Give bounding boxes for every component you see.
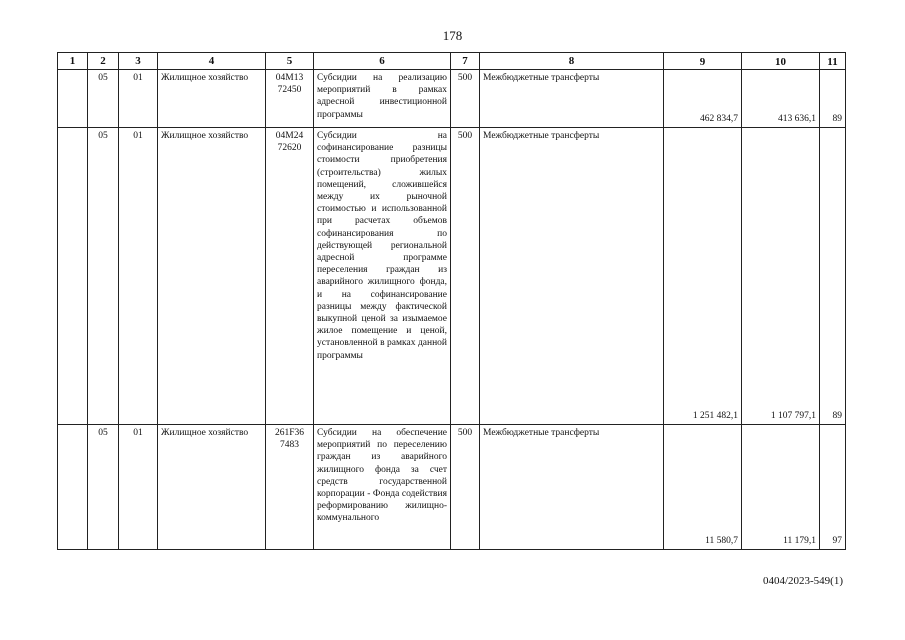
cell-section-name: Жилищное хозяйство bbox=[158, 425, 266, 550]
budget-table bbox=[57, 52, 846, 550]
col-header-7: 7 bbox=[451, 53, 480, 70]
cell-amount-executed: 413 636,1 bbox=[742, 70, 820, 128]
table-row bbox=[58, 128, 846, 425]
col-header-2: 2 bbox=[88, 53, 119, 70]
cell-description: Субсидии на обеспечение мероприятий по переселению граждан из аварийного жилищного фонда за счет средств государственной корпорации - Фонда содействия реформированию жилищно-коммунального bbox=[314, 425, 451, 550]
cell-section: 05 bbox=[88, 70, 119, 128]
cell-target-article: 04М24 72620 bbox=[266, 128, 314, 425]
cell-subsection: 01 bbox=[119, 128, 158, 425]
page-number: 178 bbox=[442, 28, 463, 43]
cell-amount-executed: 1 107 797,1 bbox=[742, 128, 820, 425]
cell-expense-type-name: Межбюджетные трансферты bbox=[480, 128, 664, 425]
cell-target-article: 04М13 72450 bbox=[266, 70, 314, 128]
cell-expense-type: 500 bbox=[451, 128, 480, 425]
cell-amount-planned: 462 834,7 bbox=[664, 70, 742, 128]
cell-section: 05 bbox=[88, 128, 119, 425]
cell-amount-executed: 11 179,1 bbox=[742, 425, 820, 550]
table-header-row bbox=[58, 53, 846, 70]
col-header-1: 1 bbox=[58, 53, 88, 70]
cell-section-name: Жилищное хозяйство bbox=[158, 128, 266, 425]
col-header-11: 11 bbox=[820, 53, 846, 70]
cell-amount-planned: 1 251 482,1 bbox=[664, 128, 742, 425]
col-header-5: 5 bbox=[266, 53, 314, 70]
document-code: 0404/2023-549(1) bbox=[762, 575, 843, 587]
cell-expense-type-name: Межбюджетные трансферты bbox=[480, 70, 664, 128]
cell-row-number bbox=[58, 128, 88, 425]
cell-target-article: 261F36 7483 bbox=[266, 425, 314, 550]
col-header-6: 6 bbox=[314, 53, 451, 70]
col-header-3: 3 bbox=[119, 53, 158, 70]
col-header-8: 8 bbox=[480, 53, 664, 70]
col-header-9: 9 bbox=[664, 53, 742, 70]
cell-row-number bbox=[58, 70, 88, 128]
cell-subsection: 01 bbox=[119, 70, 158, 128]
cell-description: Субсидии на реализацию мероприятий в рамках адресной инвестиционной программы bbox=[314, 70, 451, 128]
cell-subsection: 01 bbox=[119, 425, 158, 550]
table-row bbox=[58, 425, 846, 550]
cell-percent: 89 bbox=[820, 70, 846, 128]
cell-row-number bbox=[58, 425, 88, 550]
col-header-10: 10 bbox=[742, 53, 820, 70]
cell-amount-planned: 11 580,7 bbox=[664, 425, 742, 550]
cell-description: Субсидии на софинансирование разницы стоимости приобретения (строительства) жилых помещений, сложившейся между их рыночной стоимостью и использованной при расчетах объемов софинансирования по действующей региональной адресной программе переселения граждан из аварийного жилищного фонда, и на софинансирование разницы между фактической выкупной ценой за изымаемое жилое помещение и ценой, установленной в рамках данной программы bbox=[314, 128, 451, 425]
cell-percent: 97 bbox=[820, 425, 846, 550]
cell-percent: 89 bbox=[820, 128, 846, 425]
cell-expense-type: 500 bbox=[451, 425, 480, 550]
col-header-4: 4 bbox=[158, 53, 266, 70]
cell-section-name: Жилищное хозяйство bbox=[158, 70, 266, 128]
cell-expense-type-name: Межбюджетные трансферты bbox=[480, 425, 664, 550]
table-row bbox=[58, 70, 846, 128]
cell-section: 05 bbox=[88, 425, 119, 550]
cell-expense-type: 500 bbox=[451, 70, 480, 128]
